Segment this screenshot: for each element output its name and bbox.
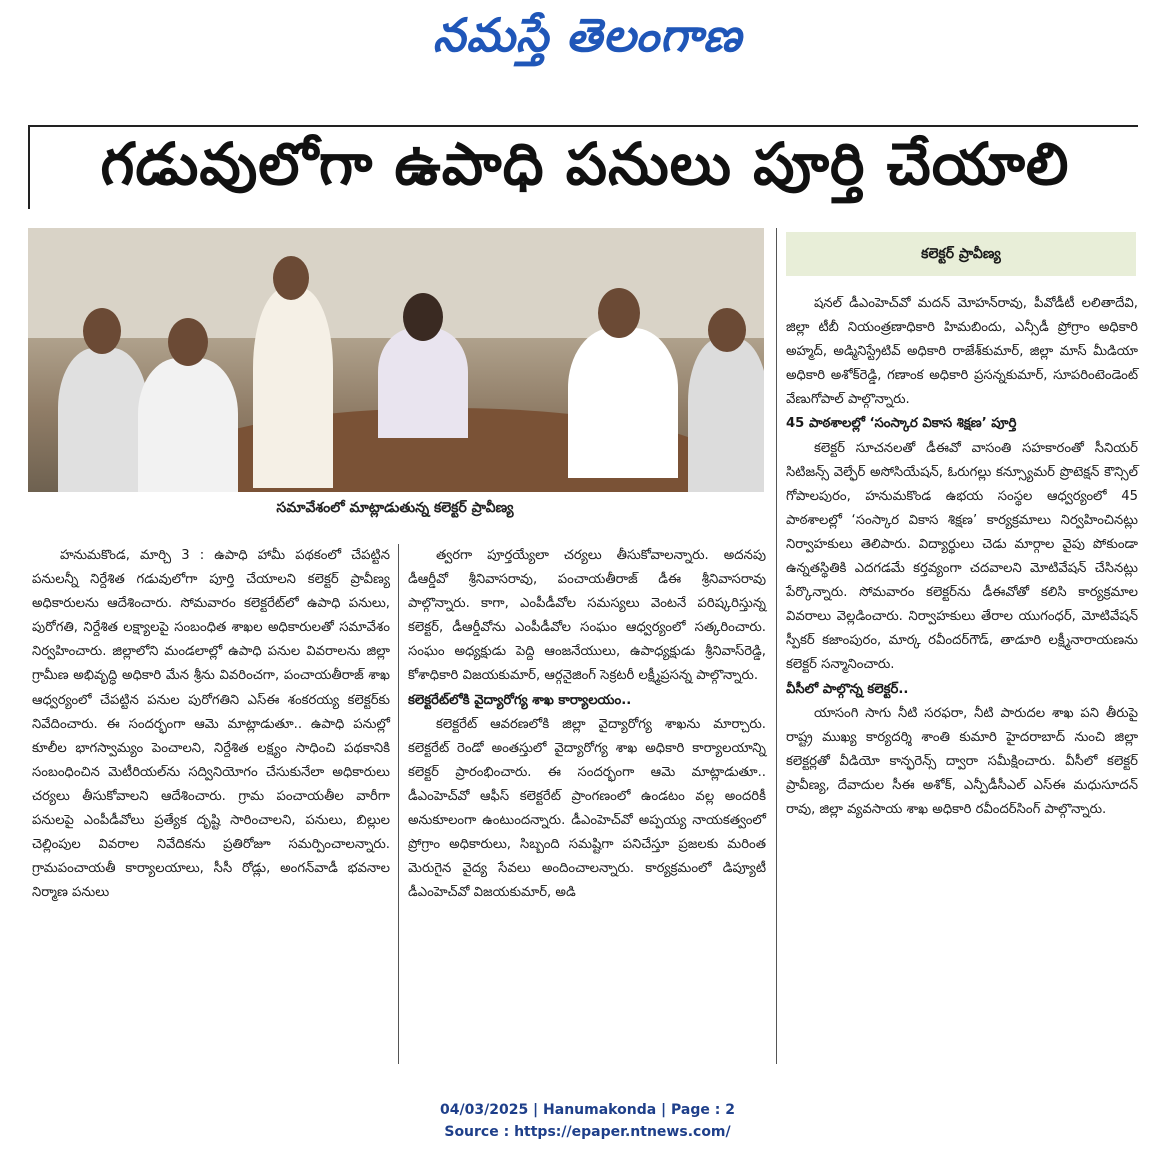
column2-text: త్వరగా పూర్తయ్యేలా చర్యలు తీసుకోవాలన్నారు. అదనపు డీఆర్డీవో శ్రీనివాసరావు, పంచాయతీరాజ్ డీఈ శ్రీనివాసరావు పాల్గొన్నారు. కాగా, ఎంపీడీవోల సమస్యలు వెంటనే పరిష్కరిస్తున్న కలెక్టర్, డీఆర్డీవోను ఎంపీడీవోల సంఘం ఆధ్వర్యంలో సత్కరించారు. సంఘం అధ్యక్షుడు పెద్ది ఆంజనేయులు, ఉపాధ్యక్షుడు శ్రీనివాస్‌రెడ్డి, కోశాధికారి విజయకుమార్, ఆర్గనైజింగ్ సెక్రటరీ లక్ష్మీప్రసన్న పాల్గొన్నారు.: [408, 548, 766, 684]
news-photo: [28, 228, 764, 492]
column3-subheading-1: 45 పాఠశాలల్లో ‘సంస్కార వికాస శిక్షణ’ పూర్తి: [786, 416, 1017, 432]
column1-text: హనుమకొండ, మార్చి 3 : ఉపాధి హామీ పథకంలో చేపట్టిన పనులన్నీ నిర్దేశిత గడువులోగా పూర్తి చేయాలని కలెక్టర్ ప్రావీణ్య అధికారులను ఆదేశించారు. సోమవారం కలెక్టరేట్‌లో ఉపాధి పనులు, పురోగతి, నిర్దేశిత లక్ష్యాలపై సంబంధిత శాఖల అధికారులతో సమావేశం నిర్వహించారు. జిల్లాలోని మండలాల్లో ఉపాధి పనుల వివరాలను జిల్లా గ్రామీణ అభివృద్ధి అధికారి మేన శ్రీను వివరించగా, పంచాయతీరాజ్ శాఖ ఆధ్వర్యంలో చేపట్టిన పనుల పురోగతిని ఎస్‌ఈ శంకరయ్య కలెక్టర్‌కు నివేదించారు. ఈ సందర్భంగా ఆమె మాట్లాడుతూ.. ఉపాధి పనుల్లో కూలీల భాగస్వామ్యం పెంచాలని, నిర్దేశిత లక్ష్యం సాధించి పథకానికి సంబంధించిన మెటీరియల్‌ను సద్వినియోగం చేసుకునేలా అధికారులు చర్యలు తీసుకోవాలని ఆదేశించారు. గ్రామ పంచాయతీల వారీగా పనులపై ఎంపీడీవోలు ప్రత్యేక దృష్టి సారించాలని, పనులు, బిల్లుల చెల్లింపుల వివరాల నివేదికను ప్రతిరోజూ సమర్పించాలన్నారు. గ్రామపంచాయతీ కార్యాలయాలు, సీసీ రోడ్లు, అంగన్‌వాడీ భవనాల నిర్మాణ పనులు: [32, 548, 390, 901]
column3c-text: యాసంగి సాగు నీటి సరఫరా, నీటి పారుదల శాఖ పని తీరుపై రాష్ట్ర ముఖ్య కార్యదర్శి శాంతి కుమారి హైదరాబాద్ నుంచి జిల్లా కలెక్టర్లతో వీడియో కాన్ఫరెన్స్ ద్వారా సమీక్షించారు. వీసీలో కలెక్టర్ ప్రావీణ్య, దేవాదుల సీఈ అశోక్, ఎన్పీడీసీఎల్ ఎస్ఈ మధుసూదన్ రావు, జిల్లా వ్యవసాయ శాఖ అధికారి రవీందర్‌సింగ్ పాల్గొన్నారు.: [786, 705, 1138, 817]
masthead-logo: నమస్తే తెలంగాణ: [432, 8, 743, 62]
column3b-text: కలెక్టర్ సూచనలతో డీఈవో వాసంతి సహకారంతో సీనియర్ సిటిజన్స్ వెల్ఫేర్ అసోసియేషన్, ఓరుగల్లు కన్స్యూమర్ ప్రొటెక్షన్ కౌన్సిల్ గోపాలపురం, హనుమకొండ ఉభయ సంస్థల ఆధ్వర్యంలో 45 పాఠశాలల్లో ‘సంస్కార వికాస శిక్షణ’ కార్యక్రమాలు నిర్వహించినట్లు నిర్వాహకులు తెలిపారు. విద్యార్థులు చెడు మార్గాల వైపు పోకుండా ఉన్నతస్థితికి ఎదగడమే కర్తవ్యంగా చదవాలని మోటివేషన్ చేసినట్లు పేర్కొన్నారు. సోమవారం కలెక్టర్‌ను డీఈవోతో కలిసి కార్యక్రమాల వివరాలు వెల్లడించారు. నిర్వాహకులు తేరాల యుగంధర్, మోటివేషన్ స్పీకర్ కజాంపురం, మార్క రవీందర్‌గౌడ్, తాడూరి లక్ష్మీనారాయణను కలెక్టర్ సన్మానించారు.: [786, 440, 1138, 673]
column2b-text: కలెక్టరేట్ ఆవరణలోకి జిల్లా వైద్యారోగ్య శాఖను మార్చారు. కలెక్టరేట్ రెండో అంతస్తులో వైద్యారోగ్య శాఖ అధికారి కార్యాలయాన్ని కలెక్టర్ ప్రారంభించారు. ఈ సందర్భంగా ఆమె మాట్లాడుతూ.. డీఎంహెచ్‌వో ఆఫీస్ కలెక్టరేట్ ప్రాంగణంలో ఉండటం వల్ల అందరికీ అనుకూలంగా ఉంటుందన్నారు. డీఎంహెచ్‌వో అప్పయ్య నాయకత్వంలో ప్రోగ్రాం అధికారులు, సిబ్బంది సమష్టిగా పనిచేస్తూ ప్రజలకు మరింత మెరుగైన వైద్య సేవలు అందించాలన్నారు. కార్యక్రమంలో డిప్యూటీ డీఎంహెచ్‌వో విజయకుమార్, అడి: [408, 716, 766, 901]
column-divider: [776, 228, 777, 1064]
article-column-3: [786, 292, 1138, 1064]
column3-subheading-2: వీసీలో పాల్గొన్న కలెక్టర్..: [786, 681, 909, 697]
article-column-1: [32, 544, 390, 1064]
sidebox-label: కలెక్టర్ ప్రావీణ్య: [786, 232, 1136, 276]
headline-rule: [28, 125, 1138, 127]
column2-subheading: కలెక్టరేట్‌లోకి వైద్యారోగ్య శాఖ కార్యాలయం..: [408, 692, 632, 708]
footer-date-line: 04/03/2025 | Hanumakonda | Page : 2: [440, 1102, 735, 1118]
photo-caption: సమావేశంలో మాట్లాడుతున్న కలెక్టర్ ప్రావీణ్య: [276, 500, 514, 516]
footer-source-link[interactable]: Source : https://epaper.ntnews.com/: [444, 1124, 731, 1140]
headline: గడువులోగా ఉపాధి పనులు పూర్తి చేయాలి: [100, 130, 1070, 198]
column3-text: షనల్ డీఎంహెచ్‌వో మదన్ మోహన్‌రావు, పీవోడీటీ లలితాదేవి, జిల్లా టీబీ నియంత్రణాధికారి హిమబిందు, ఎన్సీడీ ప్రోగ్రాం అధికారి అహ్మద్, అడ్మినిస్ట్రేటివ్ అధికారి రాజేశ్‌కుమార్, జిల్లా మాస్ మీడియా అధికారి అశోక్‌రెడ్డి, గణాంక అధికారి ప్రసన్నకుమార్, సూపరింటెండెంట్ వేణుగోపాల్ పాల్గొన్నారు.: [786, 296, 1138, 408]
article-column-2: [408, 544, 766, 1064]
column-divider: [398, 544, 399, 1064]
